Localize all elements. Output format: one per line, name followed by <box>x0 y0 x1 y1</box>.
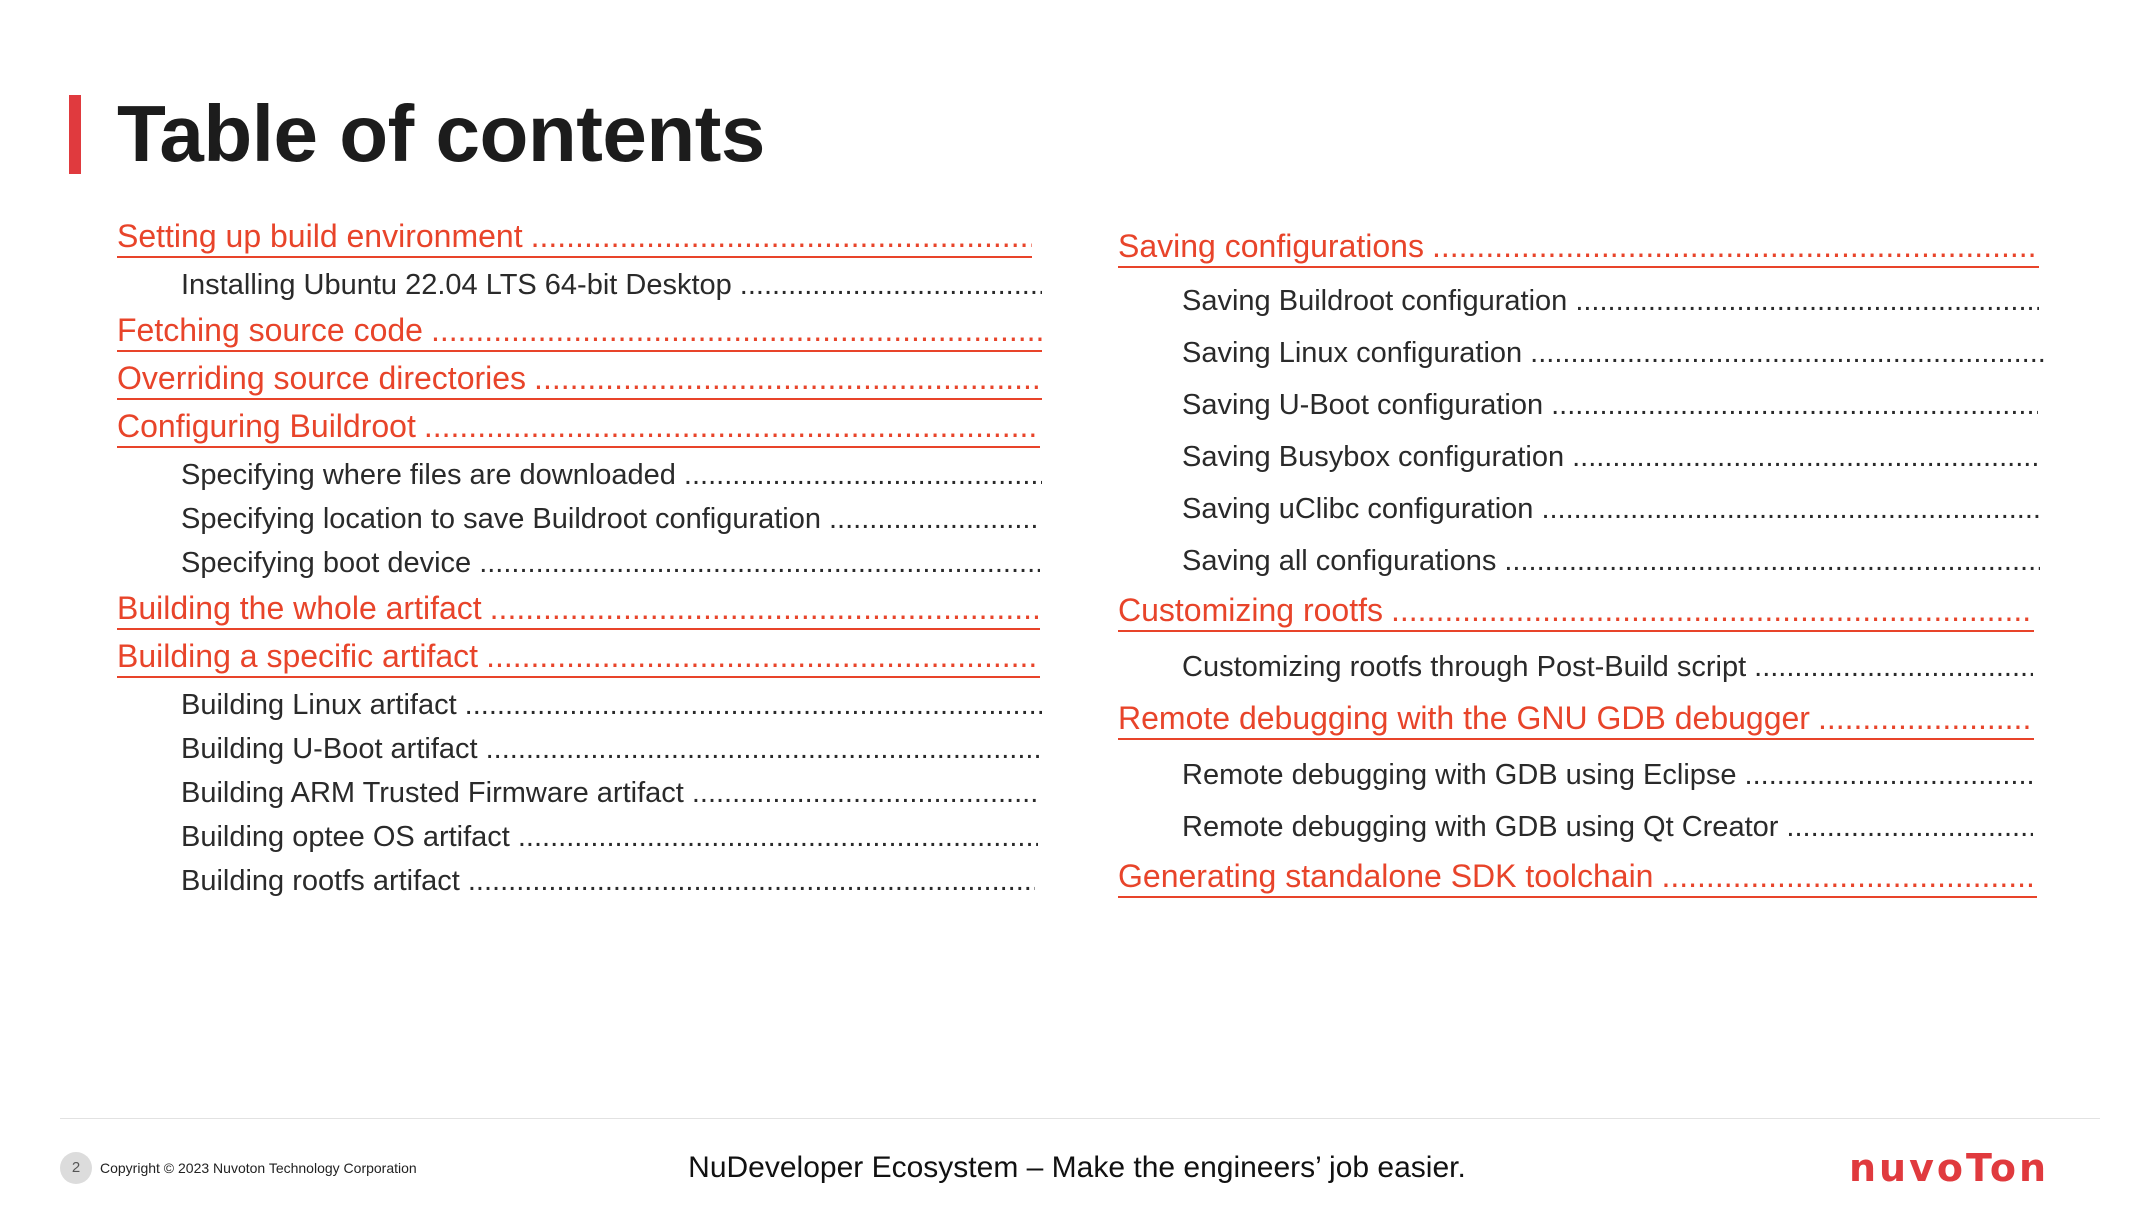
toc-subitem-saving-uclibc <box>1118 490 2040 528</box>
toc-entry-label: Customizing rootfs through Post-Build script <box>1182 651 1747 683</box>
toc-entry-label: Saving U-Boot configuration <box>1182 389 1544 421</box>
toc-subitem-location-save-config <box>117 500 1040 538</box>
leader-dots <box>1432 228 2039 266</box>
toc-entry-label: Configuring Buildroot <box>117 408 416 444</box>
toc-entry-label: Saving uClibc configuration <box>1182 493 1534 525</box>
leader-dots <box>465 686 1042 724</box>
toc-entry-label: Saving configurations <box>1118 228 1424 264</box>
toc-link-fetching-source-code[interactable] <box>117 312 1042 352</box>
toc-entry-label: Specifying boot device <box>181 547 472 579</box>
toc-subitem-optee-artifact <box>117 818 1038 856</box>
leader-dots <box>684 456 1042 494</box>
toc-entry-label: Saving all configurations <box>1182 545 1497 577</box>
toc-entry-label: Customizing rootfs <box>1118 592 1383 628</box>
toc-subitem-rootfs-artifact <box>117 862 1035 900</box>
leader-dots <box>424 408 1040 446</box>
toc-entry-label: Building the whole artifact <box>117 590 482 626</box>
toc-entry-label: Saving Buildroot configuration <box>1182 285 1568 317</box>
leader-dots <box>1391 592 2034 630</box>
footer-tagline: NuDeveloper Ecosystem – Make the engineers’ job easier. <box>688 1151 1466 1184</box>
leader-dots <box>1572 438 2038 476</box>
leader-dots <box>486 638 1040 676</box>
toc-entry-label: Overriding source directories <box>117 360 527 396</box>
leader-dots <box>531 218 1032 256</box>
leader-dots <box>490 590 1040 628</box>
toc-entry-label: Specifying location to save Buildroot configuration <box>181 503 821 535</box>
toc-entry-label: Building U-Boot artifact <box>181 733 478 765</box>
leader-dots <box>468 862 1035 900</box>
toc-link-customizing-rootfs[interactable] <box>1118 592 2034 632</box>
leader-dots <box>1551 386 2038 424</box>
toc-subitem-saving-busybox <box>1118 438 2038 476</box>
toc-subitem-saving-linux <box>1118 334 2045 372</box>
leader-dots <box>1541 490 2040 528</box>
toc-subitem-gdb-eclipse <box>1118 756 2033 794</box>
toc-entry-label: Building ARM Trusted Firmware artifact <box>181 777 684 809</box>
toc-subitem-where-files-downloaded <box>117 456 1042 494</box>
toc-subitem-saving-buildroot <box>1118 282 2039 320</box>
leader-dots <box>1661 858 2037 896</box>
toc-entry-label: Building rootfs artifact <box>181 865 460 897</box>
toc-entry-label: Building optee OS artifact <box>181 821 510 853</box>
nuvoton-logo: nuvoTon <box>1849 1146 2050 1190</box>
footer-divider <box>60 1118 2100 1119</box>
toc-entry-label: Remote debugging with the GNU GDB debugger <box>1118 700 1810 736</box>
toc-link-remote-debugging-gdb[interactable] <box>1118 700 2034 740</box>
toc-subitem-installing-ubuntu <box>117 266 1042 304</box>
toc-subitem-gdb-qt-creator <box>1118 808 2033 846</box>
toc-entry-label: Building Linux artifact <box>181 689 457 721</box>
toc-subitem-linux-artifact <box>117 686 1042 724</box>
toc-subitem-uboot-artifact <box>117 730 1039 768</box>
toc-link-overriding-source-directories[interactable] <box>117 360 1042 400</box>
toc-subitem-boot-device <box>117 544 1040 582</box>
copyright-text: Copyright © 2023 Nuvoton Technology Corporation <box>100 1160 417 1176</box>
toc-link-saving-configurations[interactable] <box>1118 228 2039 268</box>
toc-subitem-saving-all <box>1118 542 2040 580</box>
toc-entry-label: Saving Busybox configuration <box>1182 441 1565 473</box>
leader-dots <box>1530 334 2045 372</box>
page-number-badge: 2 <box>60 1152 92 1184</box>
toc-entry-label: Setting up build environment <box>117 218 523 254</box>
toc-subitem-saving-uboot <box>1118 386 2038 424</box>
leader-dots <box>1745 756 2033 794</box>
toc-entry-label: Generating standalone SDK toolchain <box>1118 858 1654 894</box>
toc-subitem-atf-artifact <box>117 774 1039 812</box>
title-accent-bar <box>69 95 81 174</box>
toc-subitem-post-build-script <box>1118 648 2033 686</box>
leader-dots <box>1786 808 2033 846</box>
leader-dots <box>829 500 1040 538</box>
toc-link-configuring-buildroot[interactable] <box>117 408 1040 448</box>
toc-entry-label: Specifying where files are downloaded <box>181 459 676 491</box>
toc-entry-label: Building a specific artifact <box>117 638 479 674</box>
toc-link-building-whole-artifact[interactable] <box>117 590 1040 630</box>
toc-entry-label: Remote debugging with GDB using Qt Creator <box>1182 811 1779 843</box>
leader-dots <box>692 774 1039 812</box>
toc-entry-label: Installing Ubuntu 22.04 LTS 64-bit Desktop <box>181 269 732 301</box>
leader-dots <box>431 312 1042 350</box>
toc-entry-label: Fetching source code <box>117 312 423 348</box>
page-title: Table of contents <box>117 89 765 178</box>
toc-link-standalone-sdk[interactable] <box>1118 858 2037 898</box>
leader-dots <box>1754 648 2033 686</box>
leader-dots <box>534 360 1042 398</box>
toc-link-setting-up-build-environment[interactable] <box>117 218 1032 258</box>
leader-dots <box>1818 700 2034 738</box>
toc-entry-label: Saving Linux configuration <box>1182 337 1523 369</box>
leader-dots <box>740 266 1042 304</box>
leader-dots <box>479 544 1040 582</box>
leader-dots <box>518 818 1038 856</box>
leader-dots <box>486 730 1039 768</box>
toc-entry-label: Remote debugging with GDB using Eclipse <box>1182 759 1737 791</box>
leader-dots <box>1504 542 2040 580</box>
footer-tagline-wrap <box>0 1148 2154 1188</box>
leader-dots <box>1575 282 2039 320</box>
toc-link-building-specific-artifact[interactable] <box>117 638 1040 678</box>
